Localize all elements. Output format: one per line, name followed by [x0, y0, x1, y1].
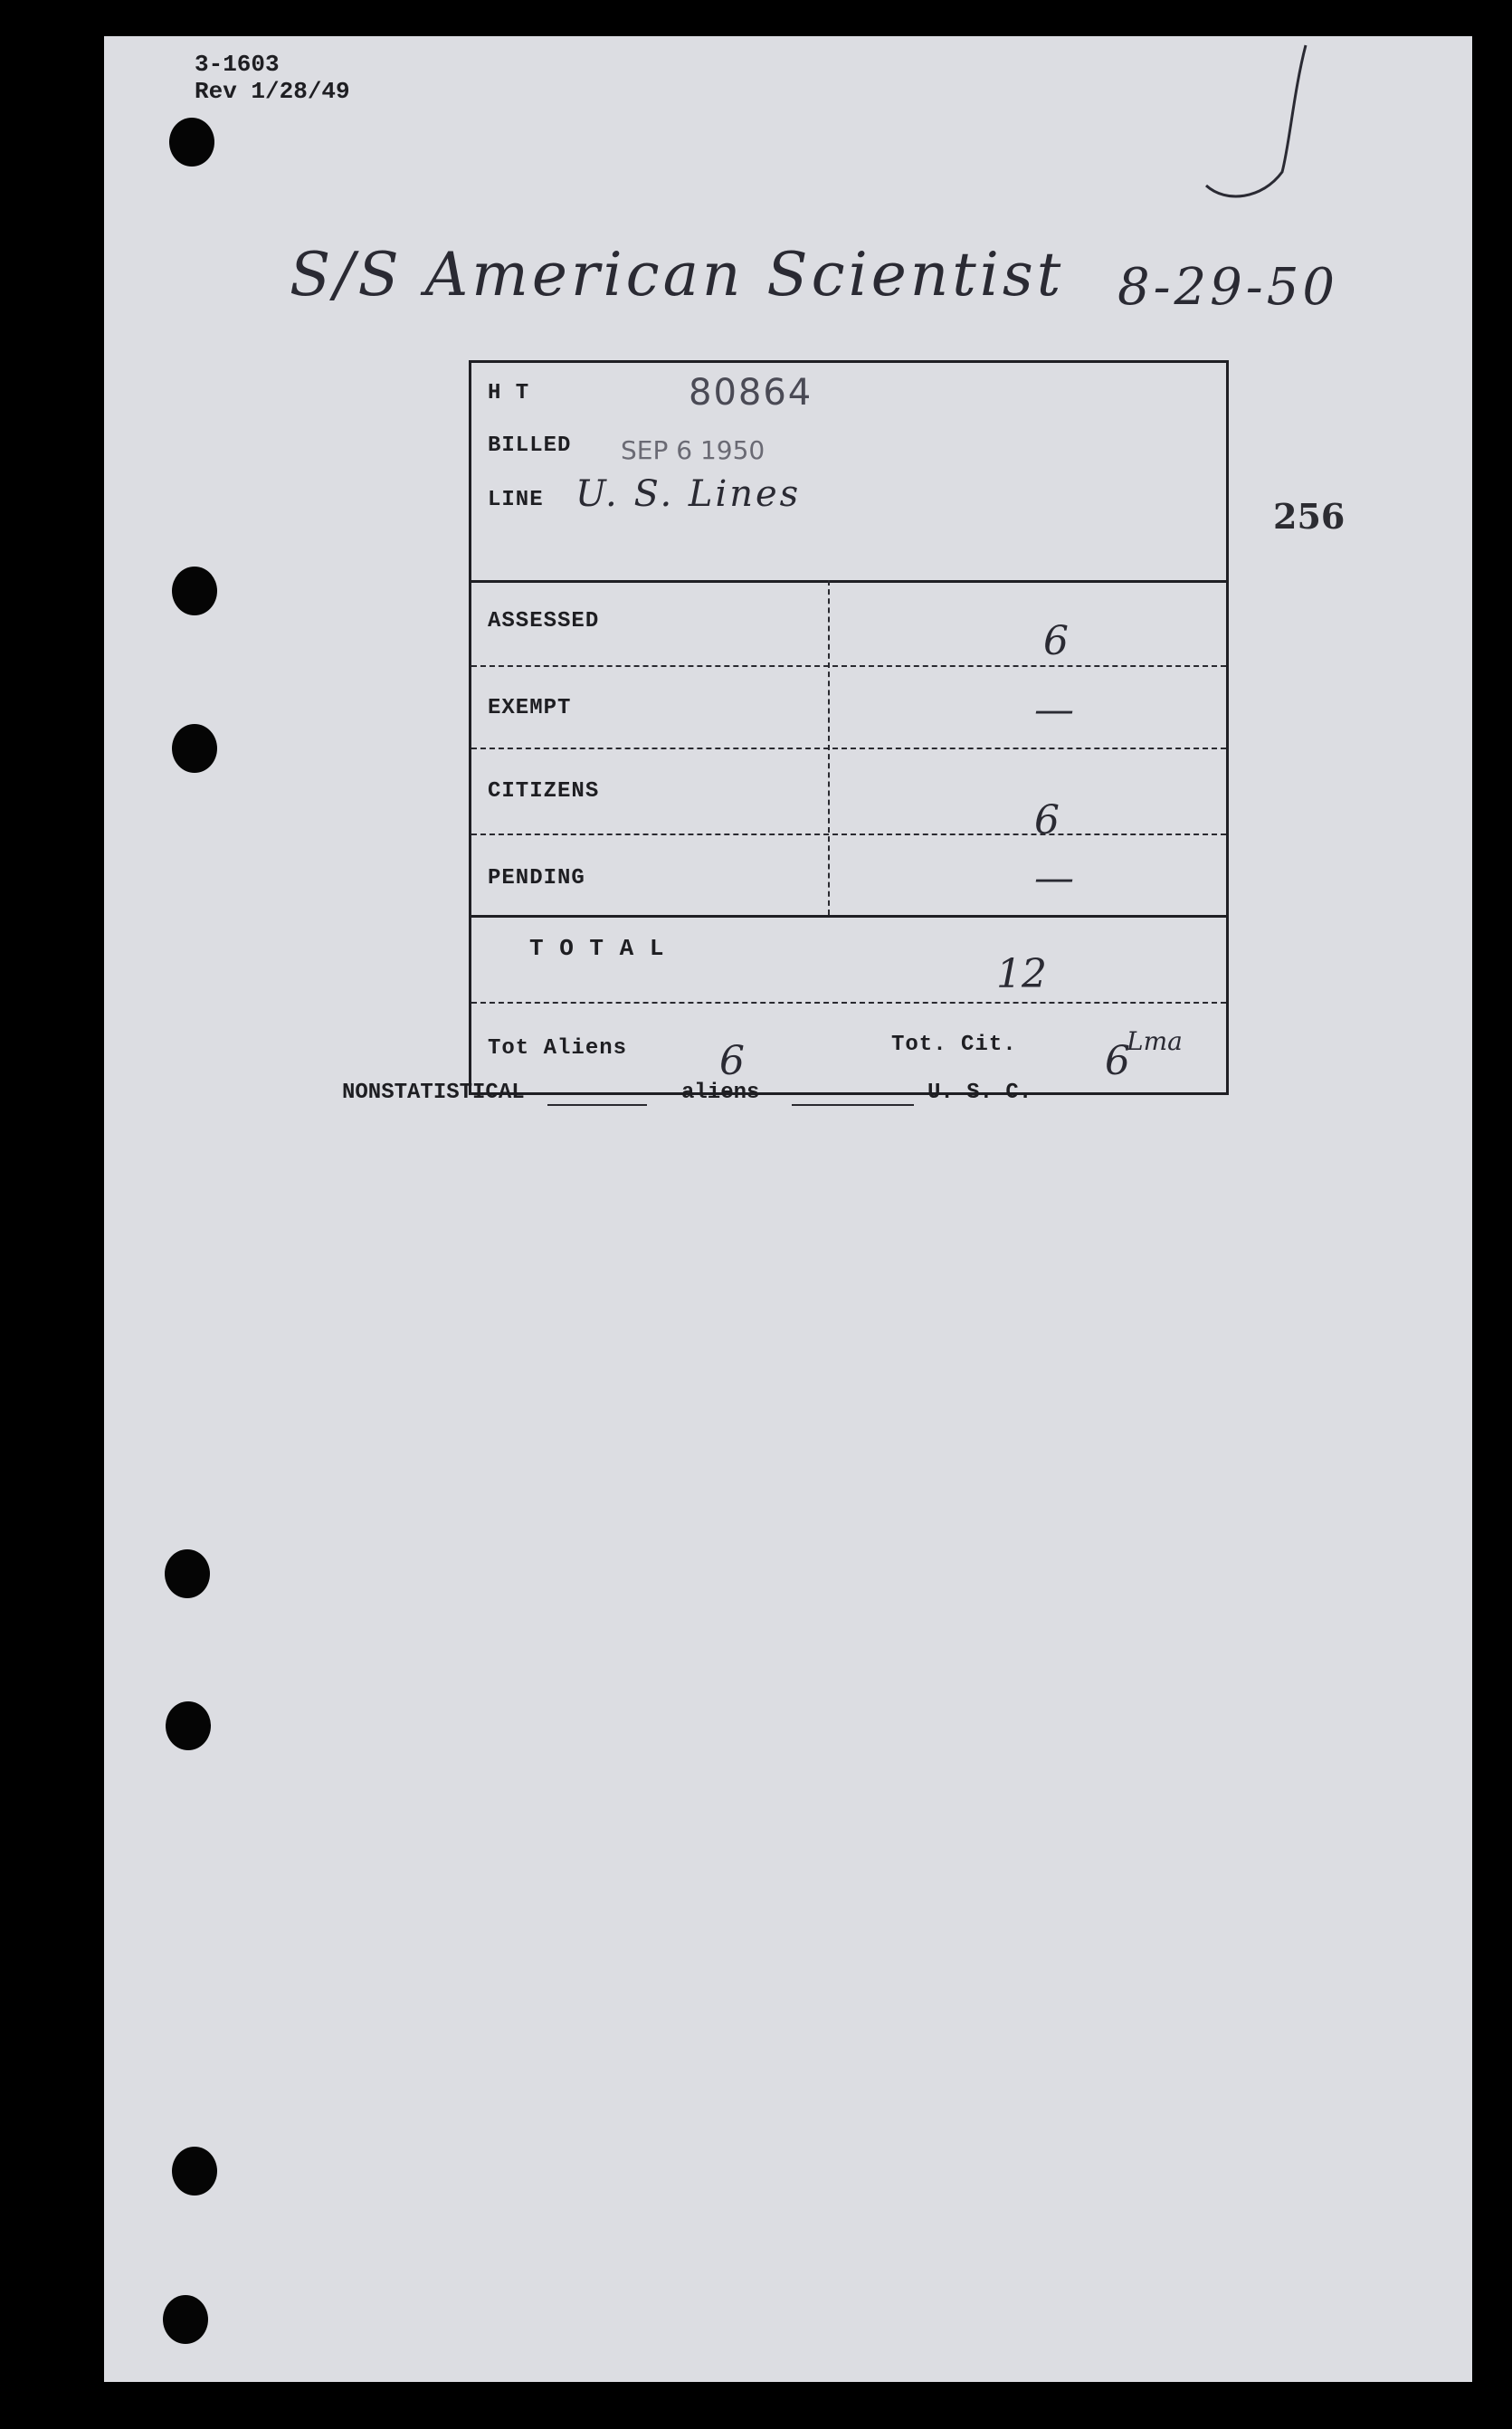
binder-hole	[165, 1549, 210, 1598]
clerk-initials: Lma	[1127, 1026, 1183, 1056]
row-exempt-value: —	[1034, 687, 1074, 733]
line-label: LINE	[488, 488, 544, 512]
arrival-date: 8-29-50	[1117, 258, 1338, 317]
total-label: T O T A L	[529, 935, 665, 962]
aliens-label: aliens	[681, 1081, 760, 1105]
passenger-count-form	[469, 360, 1229, 1095]
binder-hole	[169, 118, 214, 167]
form-number: 3-1603	[195, 51, 280, 78]
row-pending-label: PENDING	[488, 866, 585, 891]
row-assessed-value: 6	[1043, 618, 1069, 664]
line-value: U. S. Lines	[575, 473, 802, 515]
page-number: 256	[1273, 496, 1346, 537]
binder-hole	[166, 1701, 211, 1750]
binder-hole	[172, 724, 217, 773]
row-citizens-label: CITIZENS	[488, 779, 600, 804]
row-assessed-label: ASSESSED	[488, 609, 600, 633]
binder-hole	[172, 567, 217, 615]
billed-stamp: SEP 6 1950	[621, 435, 766, 465]
ht-number: 80864	[689, 372, 813, 414]
tot-cit-label: Tot. Cit.	[891, 1033, 1017, 1057]
usc-label: U. S. C.	[927, 1081, 1032, 1105]
tot-aliens-value: 6	[719, 1038, 745, 1084]
binder-hole	[163, 2295, 208, 2344]
ship-name: S/S American Scientist	[290, 240, 1065, 310]
billed-label: BILLED	[488, 433, 572, 458]
tot-aliens-label: Tot Aliens	[488, 1036, 628, 1061]
binder-hole	[172, 2147, 217, 2196]
nonstat-label: NONSTATISTICAL	[342, 1081, 525, 1105]
row-pending-value: —	[1034, 855, 1074, 901]
ht-label: H T	[488, 381, 530, 405]
total-value: 12	[996, 951, 1047, 997]
check-mark-icon	[1199, 36, 1308, 208]
row-citizens-value: 6	[1034, 797, 1060, 843]
row-exempt-label: EXEMPT	[488, 696, 572, 720]
document-page	[104, 36, 1472, 2382]
tot-cit-value: 6	[1105, 1038, 1130, 1084]
form-revision: Rev 1/28/49	[195, 78, 350, 105]
